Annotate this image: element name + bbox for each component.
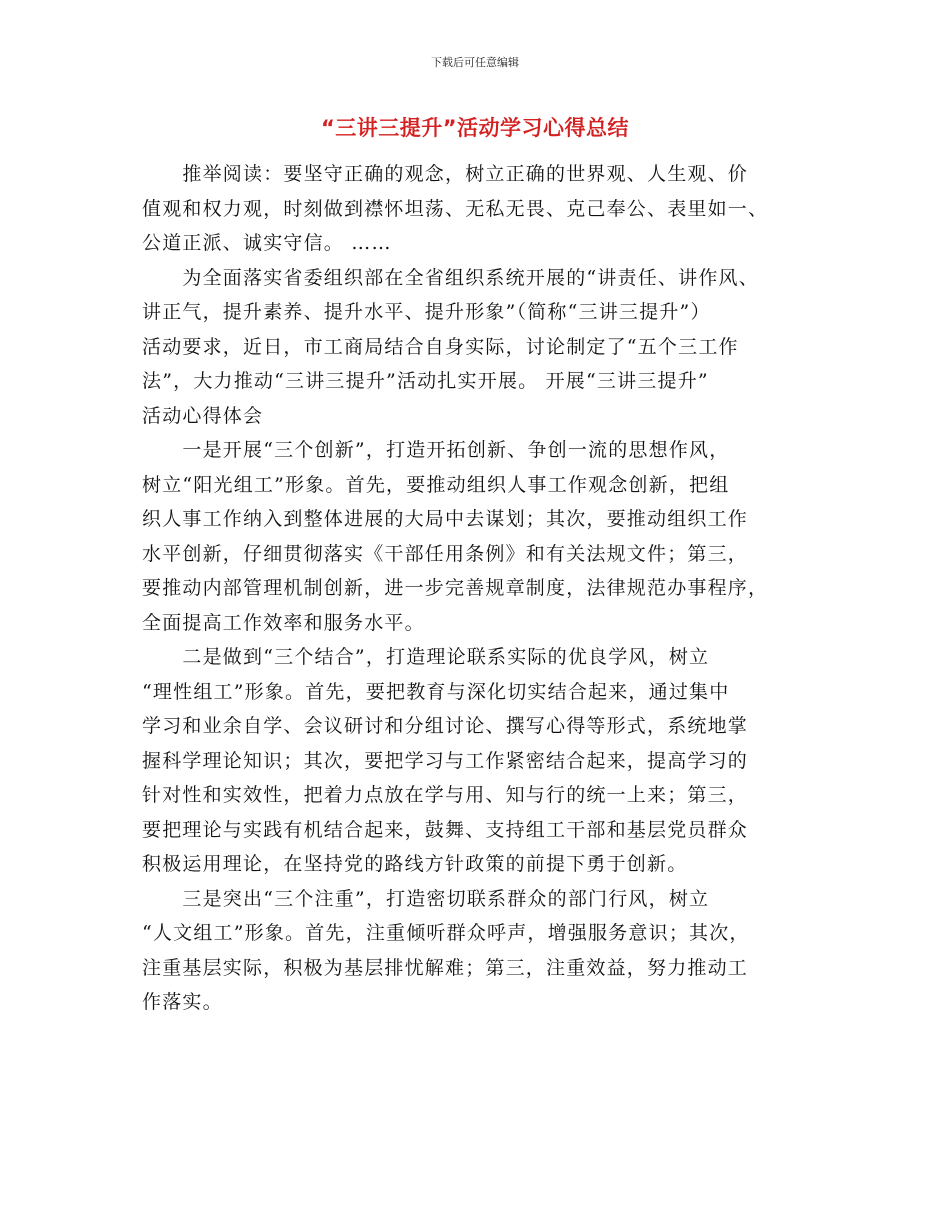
paragraph-recommended-reading	[142, 157, 812, 261]
text-line: 树立“阳光组工”形象。首先，要推动组织人事工作观念创新，把组	[142, 473, 730, 496]
text-line: 握科学理论知识；其次，要把学习与工作紧密结合起来，提高学习的	[142, 749, 749, 772]
text-line: 三是突出“三个注重”，打造密切联系群众的部门行风，树立	[142, 887, 710, 910]
text-line: 为全面落实省委组织部在全省组织系统开展的“讲责任、讲作风、	[142, 266, 759, 289]
paragraph-intro	[142, 261, 812, 434]
text-line: 作落实。	[142, 991, 223, 1013]
paragraph-point-three	[142, 882, 812, 1020]
text-line: 法”，大力推动“三讲三提升”活动扎实开展。 开展“三讲三提升”	[142, 370, 709, 392]
text-line: 值观和权力观，时刻做到襟怀坦荡、无私无畏、克己奉公、表里如一、	[142, 197, 769, 220]
text-line: 织人事工作纳入到整体进展的大局中去谋划；其次，要推动组织工作	[142, 508, 749, 530]
text-line: 活动心得体会	[142, 404, 264, 427]
text-line: 公道正派、诚实守信。 ……	[142, 232, 392, 254]
text-line: “理性组工”形象。首先，要把教育与深化切实结合起来，通过集中	[142, 680, 730, 703]
text-line: 推举阅读：要坚守正确的观念，树立正确的世界观、人生观、价	[142, 163, 749, 185]
paragraph-point-one	[142, 433, 812, 640]
text-line: 全面提高工作效率和服务水平。	[142, 611, 425, 634]
text-line: 活动要求，近日，市工商局结合自身实际，讨论制定了“五个三工作	[142, 335, 739, 358]
document-body	[142, 157, 812, 1020]
text-line: 二是做到“三个结合”，打造理论联系实际的优良学风，树立	[142, 646, 710, 668]
text-line: 一是开展“三个创新”，打造开拓创新、争创一流的思想作风，	[142, 439, 730, 461]
document-title: “三讲三提升”活动学习心得总结	[320, 116, 630, 140]
text-line: 水平创新，仔细贯彻落实《干部任用条例》和有关法规文件；第三，	[142, 542, 749, 565]
text-line: 学习和业余自学、会议研讨和分组讨论、撰写心得等形式，系统地掌	[142, 715, 749, 737]
text-line: 讲正气，提升素养、提升水平、提升形象”（简称“三讲三提升”）	[142, 301, 711, 323]
text-line: 针对性和实效性，把着力点放在学与用、知与行的统一上来；第三，	[142, 784, 749, 806]
paragraph-point-two	[142, 640, 812, 882]
text-line: 要推动内部管理机制创新，进一步完善规章制度，法律规范办事程序，	[142, 577, 769, 599]
text-line: 积极运用理论，在坚持党的路线方针政策的前提下勇于创新。	[142, 853, 688, 875]
header-note: 下载后可任意编辑	[431, 56, 519, 69]
text-line: “人文组工”形象。首先，注重倾听群众呼声，增强服务意识；其次，	[142, 922, 750, 944]
text-line: 要把理论与实践有机结合起来，鼓舞、支持组工干部和基层党员群众	[142, 818, 749, 841]
text-line: 注重基层实际，积极为基层排忧解难；第三，注重效益，努力推动工	[142, 956, 749, 979]
